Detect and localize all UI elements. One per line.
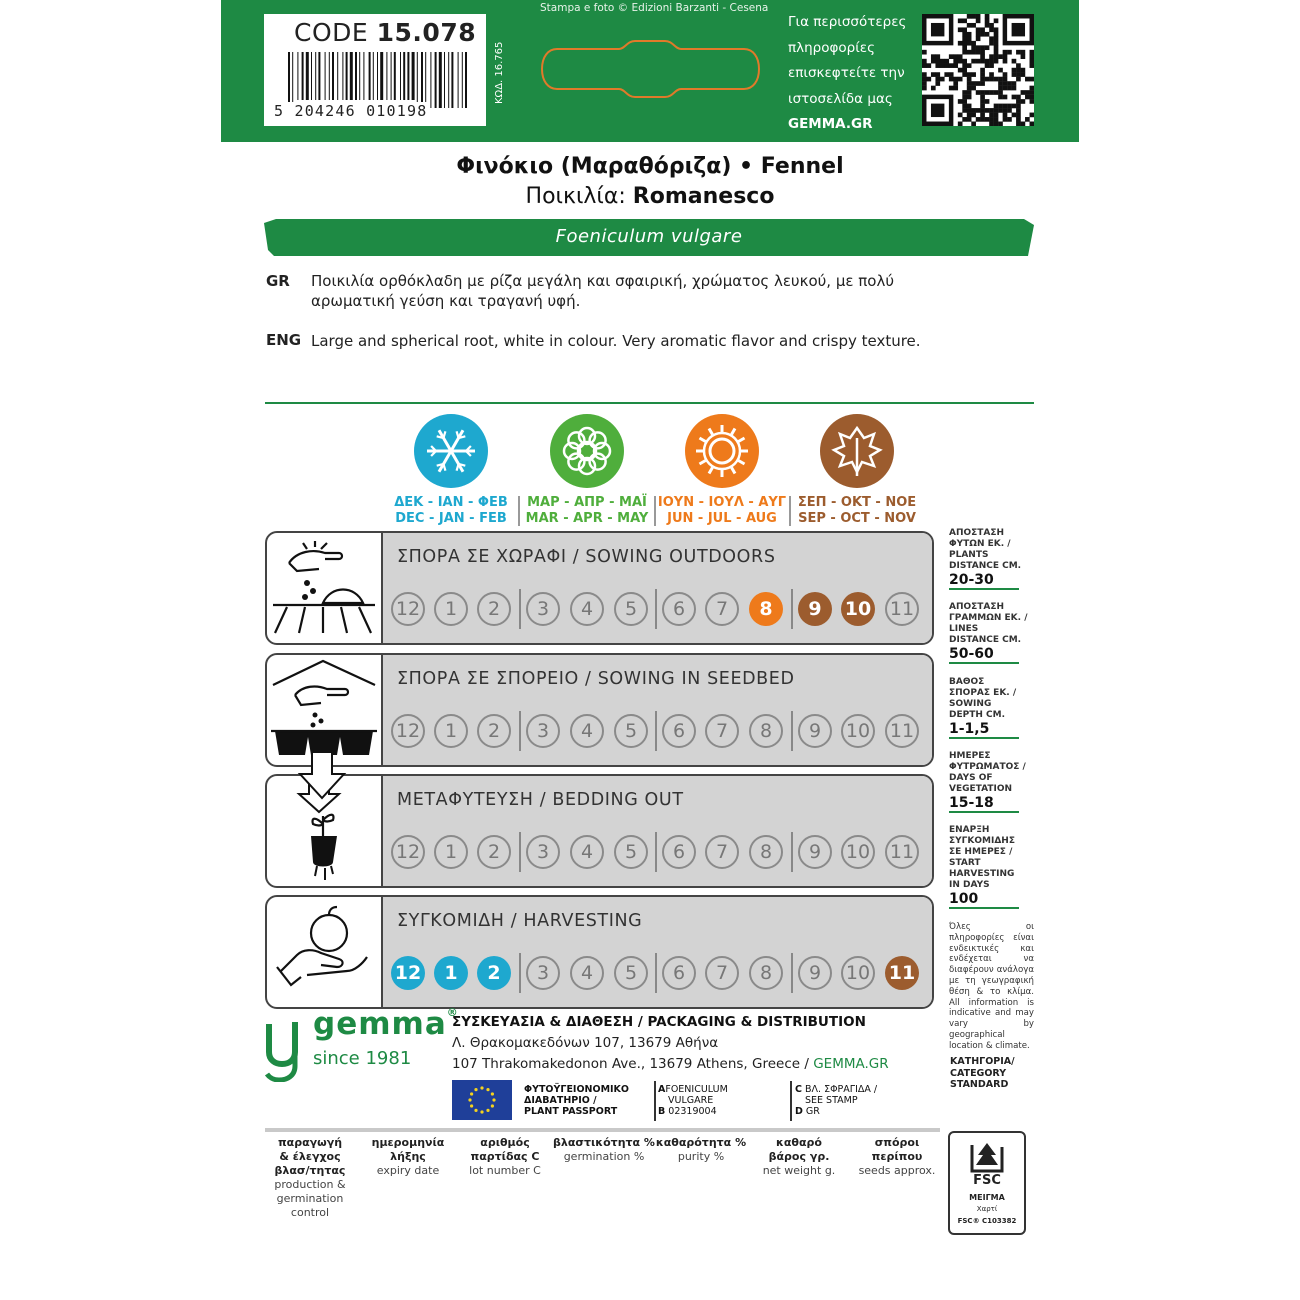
month-4: 4	[570, 592, 604, 626]
month-10: 10	[841, 714, 875, 748]
month-5: 5	[614, 835, 648, 869]
season-group-separator	[791, 953, 793, 993]
flower-icon	[550, 414, 624, 488]
spec-item-2: ΑΠΟΣΤΑΣΗ ΓΡΑΜΜΩΝ ΕΚ. / LINES DISTANCE CM. 50-60	[949, 602, 1028, 662]
brand-since: since 1981	[313, 1048, 412, 1069]
month-7: 7	[705, 956, 739, 990]
month-9: 9	[798, 714, 832, 748]
season-group-separator	[519, 953, 521, 993]
spec-divider	[949, 907, 1019, 909]
season-group-separator	[519, 832, 521, 872]
eng-description: Large and spherical root, white in colour. Very aromatic flavor and crispy texture.	[311, 332, 921, 350]
month-8: 8	[749, 956, 783, 990]
month-11: 11	[885, 956, 919, 990]
footer-col-3: αριθμός παρτίδας C lot number C	[469, 1136, 541, 1177]
month-10: 10	[841, 835, 875, 869]
seedbed-icon	[267, 655, 381, 765]
spec-value: 50-60	[949, 646, 994, 662]
month-9: 9	[798, 956, 832, 990]
section-divider	[265, 402, 1034, 404]
season-months-3: ΙΟΥΝ - ΙΟΥΛ - ΑΥΓ JUN - JUL - AUG	[657, 495, 787, 526]
month-2: 2	[477, 956, 511, 990]
season-group-separator	[655, 711, 657, 751]
qr-code-icon[interactable]	[922, 14, 1034, 126]
month-8: 8	[749, 835, 783, 869]
eu-flag-icon	[452, 1080, 512, 1120]
month-9: 9	[798, 835, 832, 869]
sowing-outdoors-icon	[267, 533, 381, 643]
passport-separator	[790, 1081, 792, 1121]
month-12: 12	[391, 835, 425, 869]
spec-value: 100	[949, 891, 979, 907]
fsc-tree-icon	[966, 1139, 1008, 1177]
month-12: 12	[391, 956, 425, 990]
month-10: 10	[841, 592, 875, 626]
barcode-label	[264, 14, 486, 126]
plant-passport-label: ΦΥΤΟΫΓΕΙΟΝΟΜΙΚΟ ΔΙΑΒΑΤΗΡΙΟ / PLANT PASSPORT	[524, 1084, 629, 1117]
transplant-arrow-icon	[292, 752, 352, 802]
season-group-separator	[655, 589, 657, 629]
season-group-separator	[655, 832, 657, 872]
season-group-separator	[791, 832, 793, 872]
month-10: 10	[841, 956, 875, 990]
season-group-separator	[791, 589, 793, 629]
brand-name: gemma®	[313, 1006, 459, 1042]
month-12: 12	[391, 592, 425, 626]
spec-item-1: ΑΠΟΣΤΑΣΗ ΦΥΤΩΝ ΕΚ. / PLANTS DISTANCE CM. 20-30	[949, 528, 1022, 588]
month-7: 7	[705, 592, 739, 626]
calendar-row-label: ΣΥΓΚΟΜΙΔΗ / HARVESTING	[397, 911, 643, 931]
calendar-row-label: ΣΠΟΡΑ ΣΕ ΧΩΡΑΦΙ / SOWING OUTDOORS	[397, 547, 776, 567]
season-group-separator	[655, 953, 657, 993]
spec-divider	[949, 737, 1019, 739]
spec-item-3: ΒΑΘΟΣ ΣΠΟΡΑΣ ΕΚ. / SOWING DEPTH CM. 1-1,5	[949, 677, 1019, 739]
month-11: 11	[885, 592, 919, 626]
spec-item-5: ΕΝΑΡΞΗ ΣΥΓΚΟΜΙΔΗΣ ΣΕ ΗΜΕΡΕΣ / START HARVESTING IN DAYS 100	[949, 825, 1019, 909]
calendar-row-2	[265, 653, 934, 767]
passport-separator	[654, 1081, 656, 1121]
category-label: ΚΑΤΗΓΟΡΙΑ/ CATEGORY STANDARD	[950, 1056, 1015, 1090]
gr-label: GR	[266, 272, 290, 290]
hang-hole-icon	[537, 37, 764, 101]
season-months-4: ΣΕΠ - ΟΚΤ - ΝΟΕ SEP - OCT - NOV	[797, 495, 917, 526]
kod-number: ΚΩΔ. 16.765	[494, 41, 505, 104]
barcode-icon	[288, 52, 468, 108]
distribution-link[interactable]: GEMMA.GR	[813, 1056, 889, 1072]
month-8: 8	[749, 592, 783, 626]
gemma-g-icon	[265, 1018, 301, 1082]
more-info-text: Για περισσότερες πληροφορίες επισκεφτείτε την ιστοσελίδα μας GEMMA.GR	[788, 10, 918, 138]
spec-divider	[949, 811, 1019, 813]
month-2: 2	[477, 835, 511, 869]
footer-col-1: παραγωγή & έλεγχος βλασ/τητας production & germination control	[274, 1136, 346, 1219]
calendar-row-panel	[381, 533, 932, 643]
spec-value: 15-18	[949, 795, 994, 811]
spec-divider	[949, 662, 1019, 664]
season-group-separator	[519, 711, 521, 751]
season-group-separator	[519, 589, 521, 629]
month-4: 4	[570, 835, 604, 869]
spec-value: 1-1,5	[949, 721, 990, 737]
month-11: 11	[885, 835, 919, 869]
month-2: 2	[477, 714, 511, 748]
calendar-row-panel	[381, 655, 932, 765]
month-1: 1	[434, 835, 468, 869]
month-9: 9	[798, 592, 832, 626]
barcode-digits: 5 204246 010198	[274, 102, 428, 120]
calendar-row-label: ΜΕΤΑΦΥΤΕΥΣΗ / BEDDING OUT	[397, 790, 684, 810]
product-code: CODE 15.078	[294, 18, 477, 47]
month-6: 6	[662, 956, 696, 990]
calendar-row-1	[265, 531, 934, 645]
month-6: 6	[662, 592, 696, 626]
footer-col-2: ημερομηνία λήξης expiry date	[371, 1136, 445, 1177]
fsc-paper: Χαρτί	[976, 1205, 998, 1213]
month-4: 4	[570, 956, 604, 990]
month-1: 1	[434, 956, 468, 990]
website-link[interactable]: GEMMA.GR	[788, 116, 873, 132]
product-title: Φινόκιο (Μαραθόριζα) • Fennel	[456, 154, 844, 179]
month-3: 3	[526, 592, 560, 626]
month-1: 1	[434, 714, 468, 748]
month-11: 11	[885, 714, 919, 748]
calendar-row-panel	[381, 776, 932, 886]
footer-bar	[265, 1128, 940, 1132]
fsc-code: FSC® C103382	[957, 1217, 1017, 1225]
month-6: 6	[662, 714, 696, 748]
calendar-row-3	[265, 774, 934, 888]
gr-description: Ποικιλία ορθόκλαδη με ρίζα μεγάλη και σφαιρική, χρώματος λευκού, με πολύ αρωματική γεύση και τραγανή υφή.	[311, 272, 895, 310]
gemma-logo	[265, 1006, 459, 1082]
month-3: 3	[526, 714, 560, 748]
season-months-1: ΔΕΚ - ΙΑΝ - ΦΕΒ DEC - JAN - FEB	[394, 495, 508, 526]
fsc-badge	[948, 1131, 1026, 1235]
month-1: 1	[434, 592, 468, 626]
spec-divider	[949, 588, 1019, 590]
calendar-row-panel	[381, 897, 932, 1007]
distribution-heading: ΣΥΣΚΕΥΑΣΙΑ & ΔΙΑΘΕΣΗ / PACKAGING & DISTRIBUTION	[452, 1014, 866, 1030]
season-months-2: ΜΑΡ - ΑΠΡ - ΜΑΪ MAR - APR - MAY	[525, 495, 649, 526]
month-3: 3	[526, 956, 560, 990]
footer-col-5: καθαρότητα % purity %	[655, 1136, 747, 1163]
season-group-separator	[791, 711, 793, 751]
eng-label: ENG	[266, 331, 302, 349]
month-5: 5	[614, 714, 648, 748]
month-6: 6	[662, 835, 696, 869]
month-5: 5	[614, 956, 648, 990]
variety-line: Ποικιλία: Romanesco	[525, 184, 775, 209]
month-7: 7	[705, 835, 739, 869]
spec-item-4: ΗΜΕΡΕΣ ΦΥΤΡΩΜΑΤΟΣ / DAYS OF VEGETATION 15-18	[949, 751, 1026, 811]
latin-name: Foeniculum vulgare	[555, 226, 743, 247]
footer-col-6: καθαρό βάρος γρ. net weight g.	[762, 1136, 836, 1177]
calendar-row-4	[265, 895, 934, 1009]
month-7: 7	[705, 714, 739, 748]
fsc-label: FSC	[973, 1173, 1001, 1188]
footer-col-4: βλαστικότητα % germination %	[553, 1136, 655, 1163]
harvest-hand-icon	[267, 897, 381, 1007]
fsc-mix: ΜΕΙΓΜΑ	[969, 1193, 1005, 1202]
footer-col-7: σπόροι περίπου seeds approx.	[858, 1136, 936, 1177]
print-credit: Stampa e foto © Edizioni Barzanti - Cesena	[540, 2, 769, 14]
calendar-row-label: ΣΠΟΡΑ ΣΕ ΣΠΟΡΕΙΟ / SOWING IN SEEDBED	[397, 669, 795, 689]
passport-a-b: AFOENICULUM VULGARE B 02319004	[658, 1084, 728, 1117]
passport-c-d: C ΒΛ. ΣΦΡΑΓΙΔΑ / SEE STAMP D GR	[795, 1084, 878, 1117]
address-gr: Λ. Θρακομακεδόνων 107, 13679 Αθήνα	[452, 1035, 719, 1051]
month-8: 8	[749, 714, 783, 748]
month-12: 12	[391, 714, 425, 748]
address-en: 107 Thrakomakedonon Ave., 13679 Athens, Greece / GEMMA.GR	[452, 1056, 889, 1072]
disclaimer-text: Όλες οι πληροφορίες είναι ενδεικτικές και ενδέχεται να διαφέρουν ανάλογα με τη γεωγραφική θέση & το κλίμα. All information is indicative and may vary by geographical location & climate.	[949, 922, 1034, 1051]
snowflake-icon	[414, 414, 488, 488]
spec-value: 20-30	[949, 572, 994, 588]
sun-icon	[685, 414, 759, 488]
month-4: 4	[570, 714, 604, 748]
month-2: 2	[477, 592, 511, 626]
month-3: 3	[526, 835, 560, 869]
month-5: 5	[614, 592, 648, 626]
leaf-icon	[820, 414, 894, 488]
